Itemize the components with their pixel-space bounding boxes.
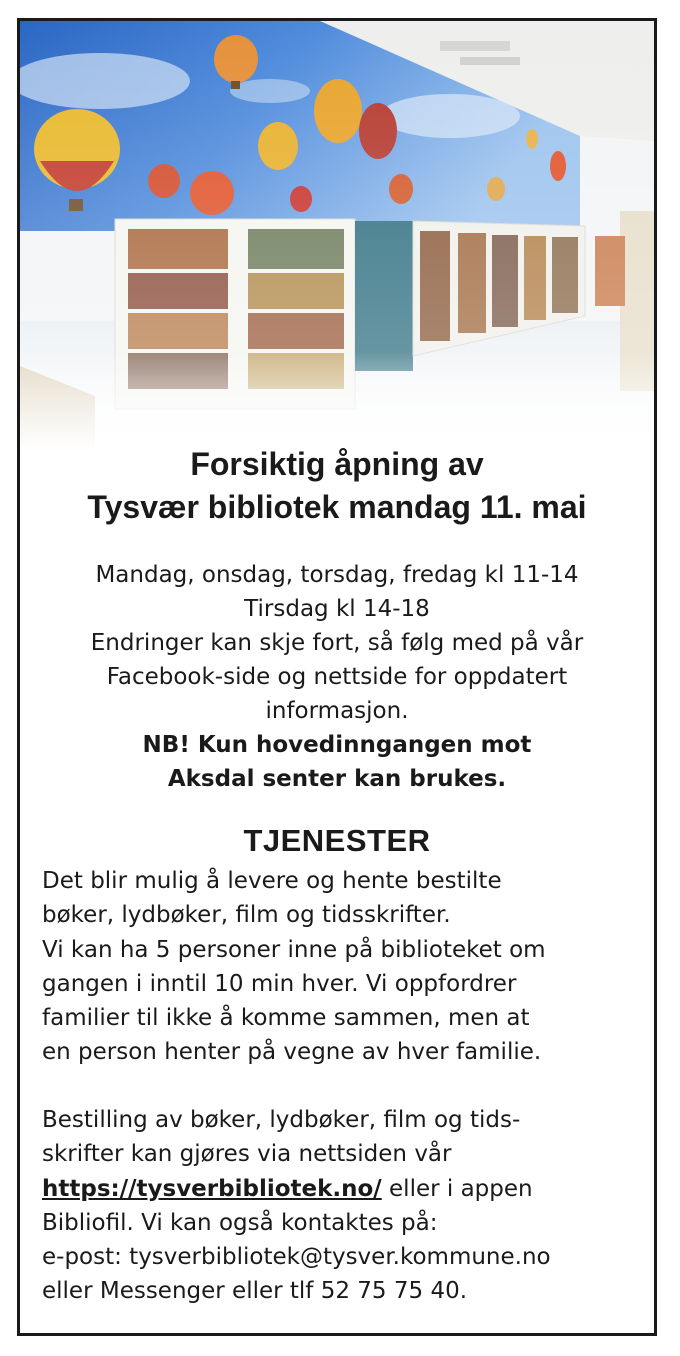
paragraph-line: bøker, lydbøker, film og tidsskrifter.	[42, 902, 451, 929]
paragraph-line: Bibliofil. Vi kan også kontaktes på:	[42, 1209, 438, 1236]
hours-notice-line: Endringer kan skje fort, så følg med på vår	[90, 630, 584, 656]
paragraph-line	[42, 1172, 551, 1206]
entrance-notice: Aksdal senter kan brukes.	[167, 766, 507, 792]
library-photo	[20, 21, 654, 451]
paragraph-line: en person henter på vegne av hver familie.	[42, 1039, 542, 1066]
title-line-1: Forsiktig åpning av	[190, 446, 484, 482]
phone-line: eller Messenger eller tlf 52 75 75 40.	[42, 1278, 468, 1305]
website-link[interactable]: https://tysverbibliotek.no/	[42, 1175, 382, 1202]
paragraph-line: Vi kan ha 5 personer inne på biblioteket om	[42, 936, 546, 963]
services-paragraph-2	[42, 1103, 551, 1309]
hours-notice-line: Facebook-side og nettside for oppdatert	[106, 664, 568, 690]
paragraph-line: familier til ikke å komme sammen, men at	[42, 1005, 530, 1032]
page-title	[20, 443, 654, 529]
entrance-notice: NB! Kun hovedinngangen mot	[142, 732, 532, 758]
title-line-2: Tysvær bibliotek mandag 11. mai	[87, 489, 587, 525]
opening-hours	[20, 558, 654, 796]
paragraph-line: gangen i inntil 10 min hver. Vi oppfordrer	[42, 970, 517, 997]
services-paragraph-1	[42, 864, 546, 1070]
services-heading: TJENESTER	[243, 823, 431, 858]
paragraph-text: eller i appen	[381, 1175, 533, 1202]
paragraph-line: Bestilling av bøker, lydbøker, film og tids-	[42, 1107, 521, 1133]
paragraph-line: skrifter kan gjøres via nettsiden vår	[42, 1141, 452, 1168]
hours-notice-line: informasjon.	[265, 698, 409, 724]
notice-card	[17, 18, 657, 1336]
email-line: e-post: tysverbibliotek@tysver.kommune.no	[42, 1244, 551, 1271]
hours-line-tuesday: Tirsdag kl 14-18	[244, 596, 430, 622]
paragraph-line: Det blir mulig å levere og hente bestilte	[42, 868, 502, 894]
hours-line-weekdays: Mandag, onsdag, torsdag, fredag kl 11-14	[95, 562, 579, 588]
